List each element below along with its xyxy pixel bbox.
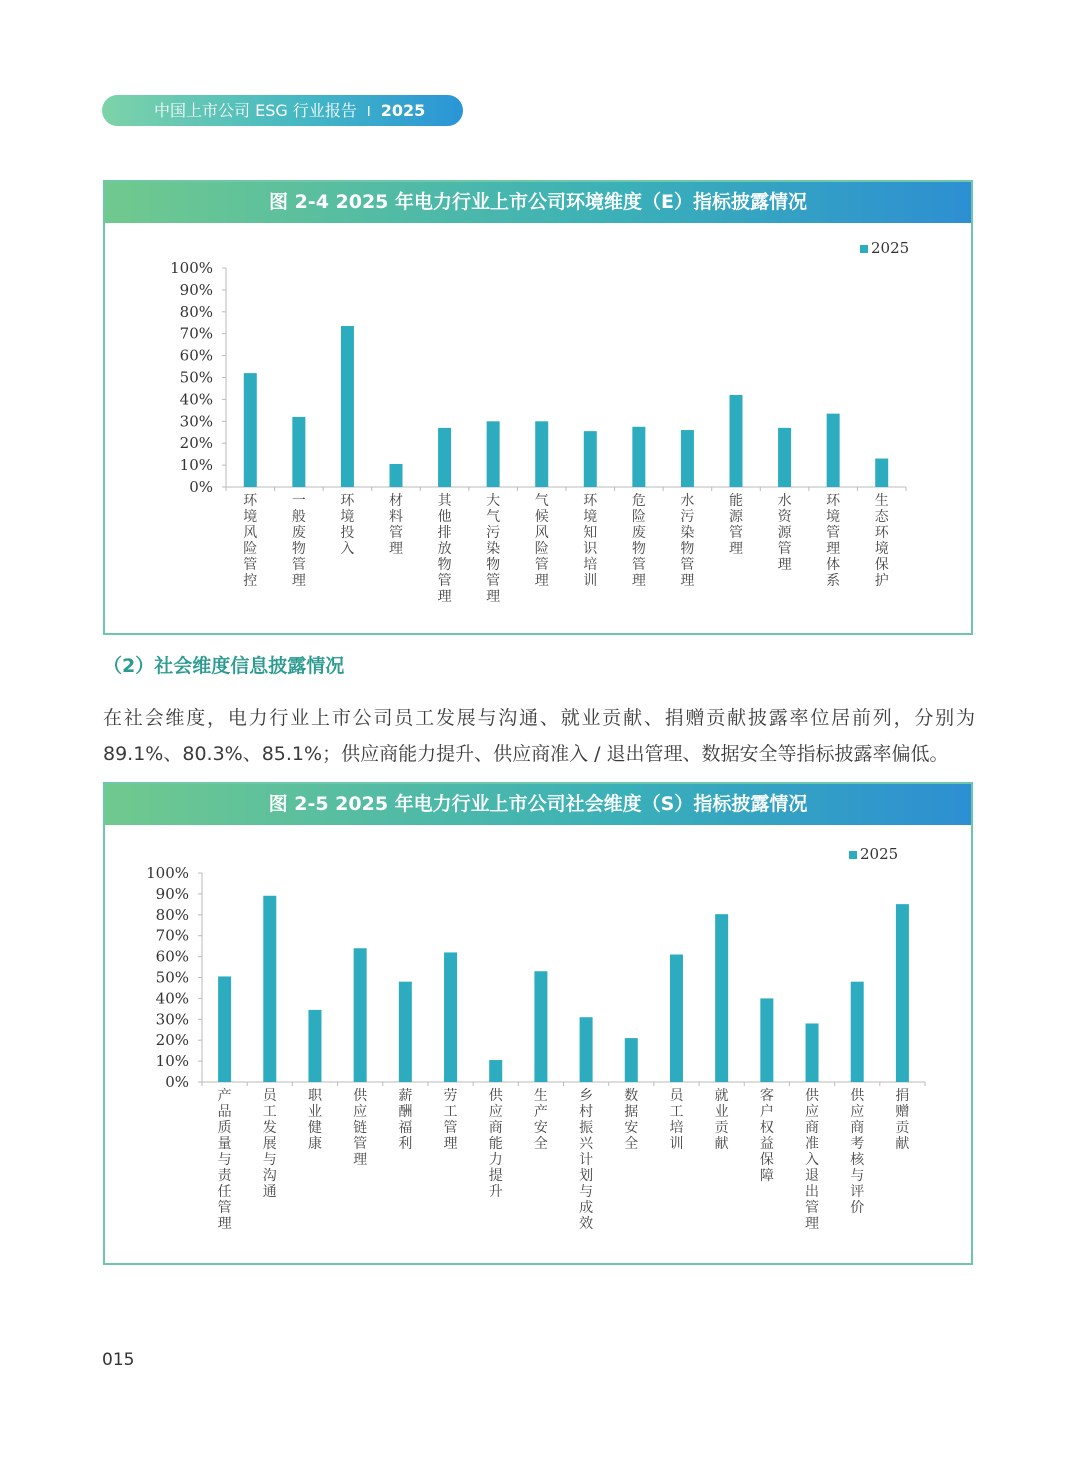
- chart-title: 图 2-5 2025 年电力行业上市公司社会维度（S）指标披露情况: [105, 784, 971, 825]
- section-heading: （2）社会维度信息披露情况: [103, 655, 345, 677]
- chart-panel-environment: [103, 180, 973, 635]
- bar: [681, 430, 694, 487]
- legend-label: 2025: [871, 239, 910, 257]
- y-tick-label: 80%: [179, 302, 213, 321]
- y-tick-label: 60%: [179, 346, 213, 365]
- bar: [875, 459, 888, 487]
- bar: [489, 1060, 502, 1082]
- y-tick-label: 30%: [155, 1010, 189, 1029]
- y-tick-label: 10%: [179, 456, 213, 475]
- category-label: 劳工管理: [443, 1088, 458, 1152]
- y-tick-label: 50%: [155, 968, 189, 987]
- y-tick-label: 70%: [155, 926, 189, 945]
- y-tick-label: 60%: [155, 947, 189, 966]
- category-label: 水资源管理: [777, 493, 792, 573]
- bar: [354, 948, 367, 1082]
- category-label: 环境风险管控: [243, 493, 258, 589]
- category-label: 薪酬福利: [398, 1088, 413, 1152]
- y-tick-label: 50%: [179, 368, 213, 387]
- bar: [292, 417, 305, 487]
- bar: [399, 982, 412, 1082]
- bar: [670, 955, 683, 1082]
- bar: [444, 952, 457, 1082]
- category-label: 环境投入: [340, 493, 355, 557]
- legend-label: 2025: [860, 845, 899, 863]
- y-tick-label: 70%: [179, 324, 213, 343]
- report-year: 2025: [380, 101, 426, 120]
- category-label: 材料管理: [389, 493, 403, 557]
- category-label: 生产安全: [533, 1088, 548, 1152]
- report-header-pill: [102, 95, 463, 126]
- category-label: 供应商能力提升: [488, 1088, 503, 1200]
- bar: [218, 976, 231, 1082]
- category-label: 危险废物管理: [631, 493, 646, 589]
- y-tick-label: 90%: [155, 884, 189, 903]
- bar: [778, 428, 791, 487]
- y-tick-label: 30%: [179, 412, 213, 431]
- category-label: 职业健康: [307, 1088, 322, 1152]
- bar: [263, 896, 276, 1082]
- y-tick-label: 0%: [189, 478, 213, 496]
- category-label: 大气污染物管理: [486, 493, 501, 605]
- bar: [580, 1017, 593, 1082]
- category-label: 其他排放物管理: [437, 493, 452, 605]
- bar: [806, 1023, 819, 1082]
- category-label: 乡村振兴计划与成效: [579, 1088, 594, 1232]
- category-label: 环境管理体系: [826, 493, 841, 589]
- page-number: 015: [102, 1350, 135, 1370]
- bar: [534, 971, 547, 1082]
- category-label: 供应商考核与评价: [850, 1088, 865, 1216]
- bar: [390, 464, 403, 487]
- bar: [896, 904, 909, 1082]
- bar: [244, 373, 257, 487]
- category-label: 环境知识培训: [583, 493, 598, 589]
- bar: [341, 326, 354, 487]
- y-tick-label: 100%: [170, 259, 213, 277]
- category-label: 生态环境保护: [874, 493, 889, 589]
- y-tick-label: 40%: [179, 390, 213, 409]
- section-paragraph: 在社会维度，电力行业上市公司员工发展与沟通、就业贡献、捐赠贡献披露率位居前列，分别为 89.1%、80.3%、85.1%；供应商能力提升、供应商准入 / 退出管理、数据安全等指标披露率偏低。: [103, 707, 975, 765]
- category-label: 供应链管理: [353, 1088, 368, 1168]
- bar: [625, 1038, 638, 1082]
- y-tick-label: 0%: [165, 1073, 189, 1091]
- chart-social: [105, 825, 971, 1263]
- bar: [584, 431, 597, 487]
- bar: [632, 427, 645, 487]
- category-label: 数据安全: [624, 1088, 639, 1152]
- bar: [851, 982, 864, 1082]
- chart-environment: [105, 223, 971, 633]
- bar: [308, 1010, 321, 1082]
- y-tick-label: 20%: [179, 434, 213, 453]
- category-label: 员工培训: [669, 1088, 684, 1152]
- category-label: 能源管理: [729, 493, 743, 557]
- y-tick-label: 90%: [179, 280, 213, 299]
- category-label: 捐赠贡献: [895, 1088, 910, 1152]
- bar: [438, 428, 451, 487]
- bar: [760, 998, 773, 1082]
- category-label: 供应商准入退出管理: [805, 1088, 820, 1232]
- bar: [487, 421, 500, 487]
- category-label: 一般废物管理: [291, 493, 306, 589]
- category-label: 水污染物管理: [680, 493, 695, 589]
- y-tick-label: 20%: [155, 1031, 189, 1050]
- category-label: 就业贡献: [714, 1088, 729, 1152]
- y-tick-label: 40%: [155, 989, 189, 1008]
- y-tick-label: 80%: [155, 905, 189, 924]
- legend-swatch: [860, 245, 868, 253]
- y-tick-label: 10%: [155, 1052, 189, 1071]
- y-tick-label: 100%: [146, 864, 189, 882]
- bar: [827, 414, 840, 487]
- legend-swatch: [849, 851, 857, 859]
- report-title: 中国上市公司 ESG 行业报告: [154, 101, 357, 120]
- chart-title: 图 2-4 2025 年电力行业上市公司环境维度（E）指标披露情况: [105, 182, 971, 223]
- category-label: 员工发展与沟通: [262, 1088, 277, 1200]
- bar: [535, 421, 548, 487]
- bar: [730, 395, 743, 487]
- category-label: 产品质量与责任管理: [217, 1088, 232, 1232]
- chart-panel-social: [103, 782, 973, 1265]
- category-label: 气候风险管理: [534, 493, 549, 589]
- bar: [715, 914, 728, 1082]
- header-separator: I: [366, 105, 371, 120]
- category-label: 客户权益保障: [759, 1088, 774, 1184]
